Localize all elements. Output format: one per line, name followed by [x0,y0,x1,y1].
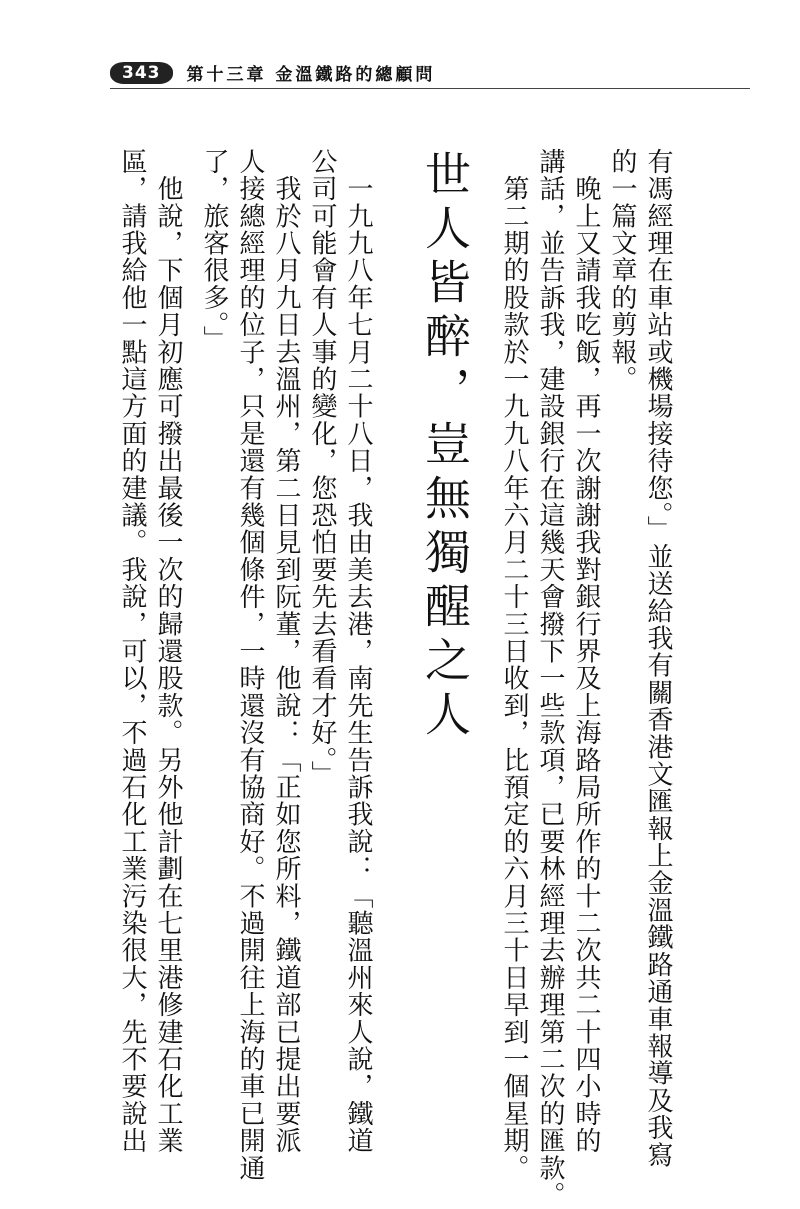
running-head: 第十三章 金溫鐵路的總顧問 [186,65,436,85]
section-title: 世人皆醉，豈無獨醒之人 [418,150,472,744]
body-column: 我於八月九日去溫州，第二日見到阮董，他說：「正如您所料，鐵道部已提出要派 [271,148,301,1155]
body-column: 的一篇文章的剪報。 [607,148,637,393]
body-column: 他說，下個月初應可撥出最後一次的歸還股款。另外他計劃在七里港修建石化工業 [153,148,183,1155]
page-header [110,60,435,85]
body-column: 了，旅客很多。」 [199,148,229,353]
body-column: 一九九八年七月二十八日，我由美去港，南先生告訴我說：「聽溫州來人說，鐵道 [343,148,373,1155]
body-column: 晚上又請我吃飯，再一次謝謝我對銀行界及上海路局所作的十二次共二十四小時的 [571,148,601,1155]
body-column: 區，請我給他一點這方面的建議。我說，可以，不過石化工業污染很大，先不要說出 [117,148,147,1155]
body-column: 第二期的股款於一九九八年六月二十三日收到，比預定的六月三十日早到一個星期。 [499,148,529,1182]
body-column: 講話，並告訴我，建設銀行在這幾天會撥下一些款項，已要林經理去辦理第二次的匯款。 [535,148,565,1209]
page-number: 343 [110,62,173,84]
header-rule [110,88,750,89]
body-column: 公司可能會有人事的變化，您恐怕要先去看看才好。」 [307,148,337,788]
body-column: 有馮經理在車站或機場接待您。」並送給我有關香港文匯報上金溫鐵路通車報導及我寫 [643,148,673,1169]
body-column: 人接總經理的位子，只是還有幾個條件，一時還沒有協商好。不過開往上海的車已開通 [235,148,265,1182]
